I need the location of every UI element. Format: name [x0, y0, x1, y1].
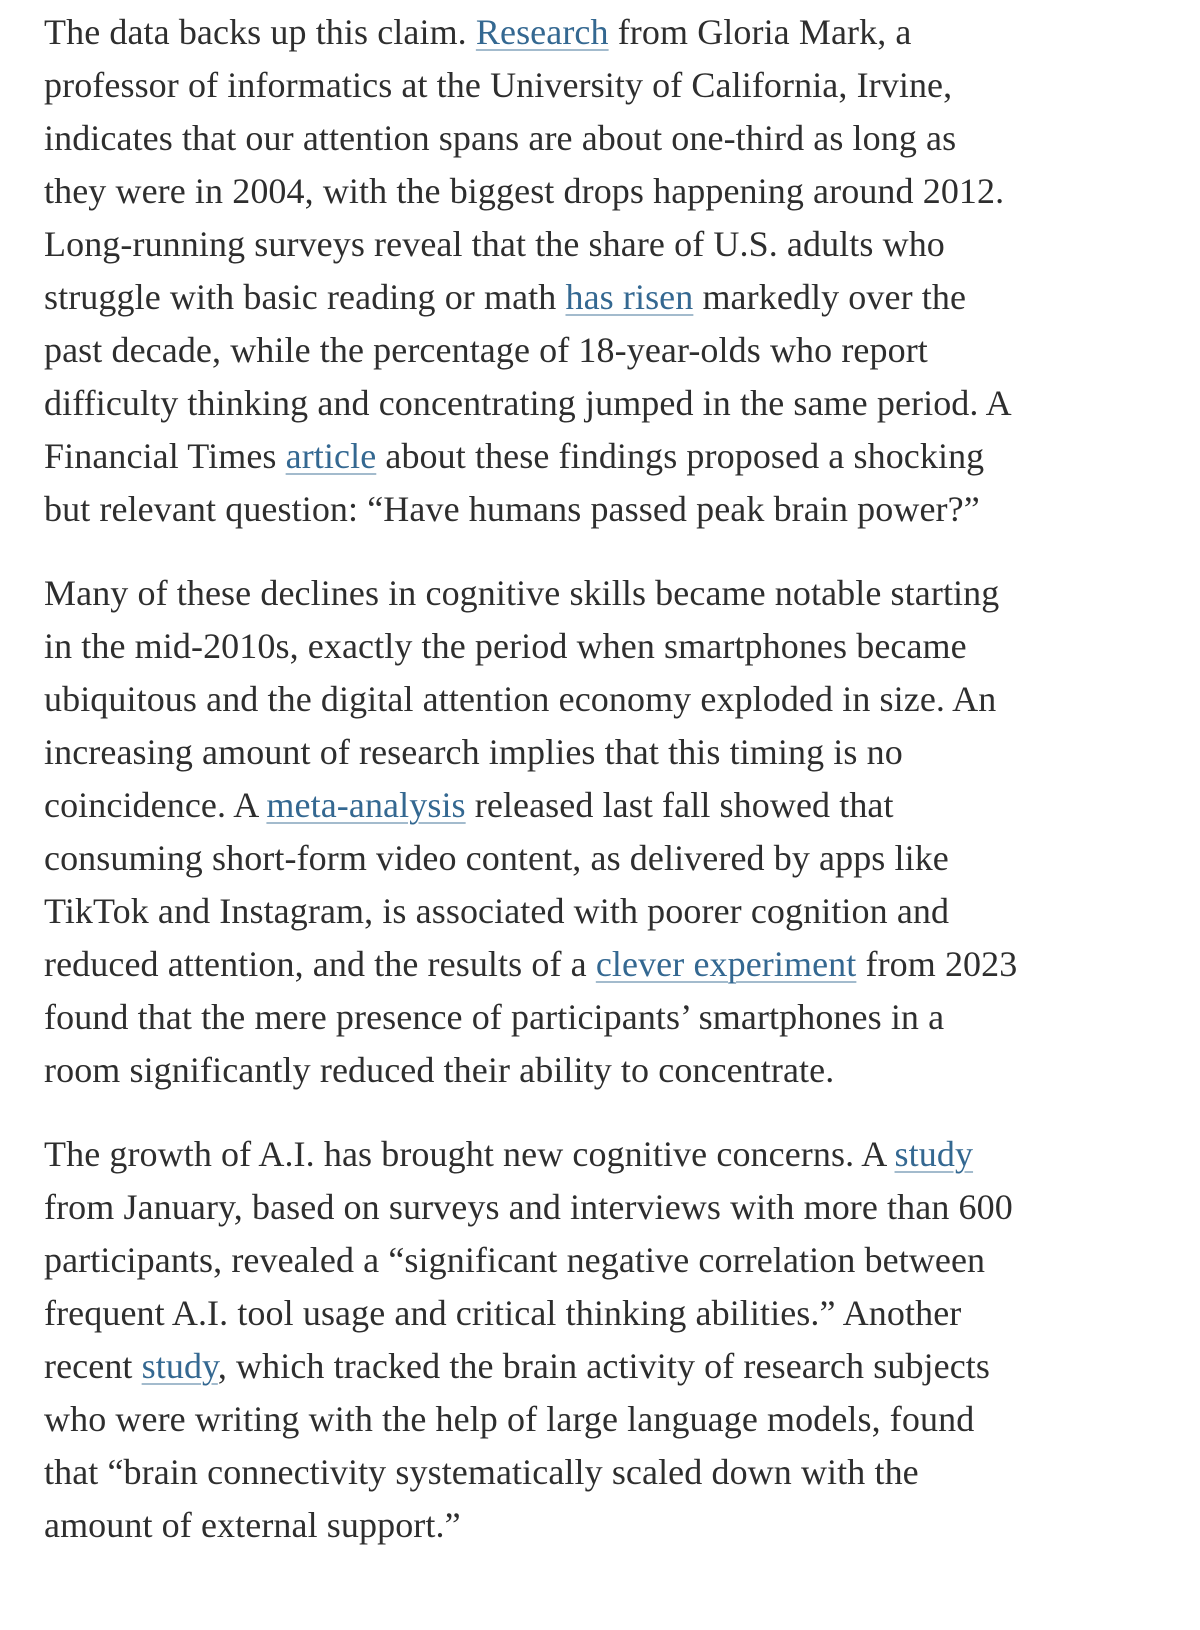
text-line — [44, 1340, 1160, 1393]
text-line — [44, 483, 1160, 536]
text-segment: Many of these declines in cognitive skills became notable starting — [44, 573, 1000, 613]
text-segment: coincidence. A — [44, 785, 267, 825]
article-paragraph — [44, 567, 1160, 1097]
text-line — [44, 1287, 1160, 1340]
text-line — [44, 1446, 1160, 1499]
text-segment: room significantly reduced their ability to concentrate. — [44, 1050, 835, 1090]
text-segment: from Gloria Mark, a — [608, 12, 912, 52]
text-line — [44, 271, 1160, 324]
text-line — [44, 165, 1160, 218]
text-segment: they were in 2004, with the biggest drops happening around 2012. — [44, 171, 1005, 211]
text-segment: who were writing with the help of large language models, found — [44, 1399, 975, 1439]
text-segment: past decade, while the percentage of 18-year-olds who report — [44, 330, 928, 370]
text-line — [44, 567, 1160, 620]
article-paragraph — [44, 1128, 1160, 1552]
text-segment: consuming short-form video content, as delivered by apps like — [44, 838, 949, 878]
text-segment: , which tracked the brain activity of research subjects — [217, 1346, 991, 1386]
text-line — [44, 430, 1160, 483]
text-line — [44, 1393, 1160, 1446]
text-line — [44, 1044, 1160, 1097]
text-segment: found that the mere presence of participants’ smartphones in a — [44, 997, 945, 1037]
text-segment: Long-running surveys reveal that the share of U.S. adults who — [44, 224, 945, 264]
text-line — [44, 6, 1160, 59]
inline-link[interactable]: study — [894, 1134, 974, 1174]
text-segment: TikTok and Instagram, is associated with poorer cognition and — [44, 891, 950, 931]
text-line — [44, 1234, 1160, 1287]
text-segment: recent — [44, 1346, 142, 1386]
text-segment: Financial Times — [44, 436, 286, 476]
text-line — [44, 938, 1160, 991]
text-line — [44, 112, 1160, 165]
text-segment: from January, based on surveys and interviews with more than 600 — [44, 1187, 1013, 1227]
text-segment: but relevant question: “Have humans passed peak brain power?” — [44, 489, 980, 529]
text-segment: The growth of A.I. has brought new cognitive concerns. A — [44, 1134, 895, 1174]
text-line — [44, 779, 1160, 832]
text-line — [44, 324, 1160, 377]
text-segment: frequent A.I. tool usage and critical thinking abilities.” Another — [44, 1293, 962, 1333]
inline-link[interactable]: study — [141, 1346, 218, 1386]
text-segment: about these findings proposed a shocking — [376, 436, 985, 476]
text-segment: The data backs up this claim. — [44, 12, 476, 52]
text-line — [44, 1499, 1160, 1552]
text-line — [44, 1128, 1160, 1181]
text-line — [44, 218, 1160, 271]
text-segment: markedly over the — [693, 277, 967, 317]
text-segment: reduced attention, and the results of a — [44, 944, 596, 984]
text-segment: amount of external support.” — [44, 1505, 461, 1545]
text-segment: participants, revealed a “significant negative correlation between — [44, 1240, 986, 1280]
article-paragraph — [44, 6, 1160, 536]
text-line — [44, 620, 1160, 673]
text-segment: in the mid-2010s, exactly the period when smartphones became — [44, 626, 967, 666]
text-segment: struggle with basic reading or math — [44, 277, 566, 317]
text-line — [44, 885, 1160, 938]
text-line — [44, 377, 1160, 430]
text-segment: professor of informatics at the University of California, Irvine, — [44, 65, 953, 105]
text-line — [44, 832, 1160, 885]
inline-link[interactable]: clever experiment — [595, 944, 857, 984]
text-segment: from 2023 — [856, 944, 1018, 984]
text-segment: released last fall showed that — [465, 785, 894, 825]
inline-link[interactable]: Research — [475, 12, 609, 52]
inline-link[interactable]: has risen — [565, 277, 694, 317]
text-segment: difficulty thinking and concentrating jumped in the same period. A — [44, 383, 1012, 423]
text-segment: indicates that our attention spans are about one-third as long as — [44, 118, 957, 158]
text-line — [44, 673, 1160, 726]
text-segment: that “brain connectivity systematically scaled down with the — [44, 1452, 919, 1492]
inline-link[interactable]: meta-analysis — [266, 785, 466, 825]
text-line — [44, 991, 1160, 1044]
text-line — [44, 1181, 1160, 1234]
text-segment: increasing amount of research implies that this timing is no — [44, 732, 903, 772]
text-line — [44, 726, 1160, 779]
text-line — [44, 59, 1160, 112]
text-segment: ubiquitous and the digital attention economy exploded in size. An — [44, 679, 997, 719]
inline-link[interactable]: article — [285, 436, 377, 476]
